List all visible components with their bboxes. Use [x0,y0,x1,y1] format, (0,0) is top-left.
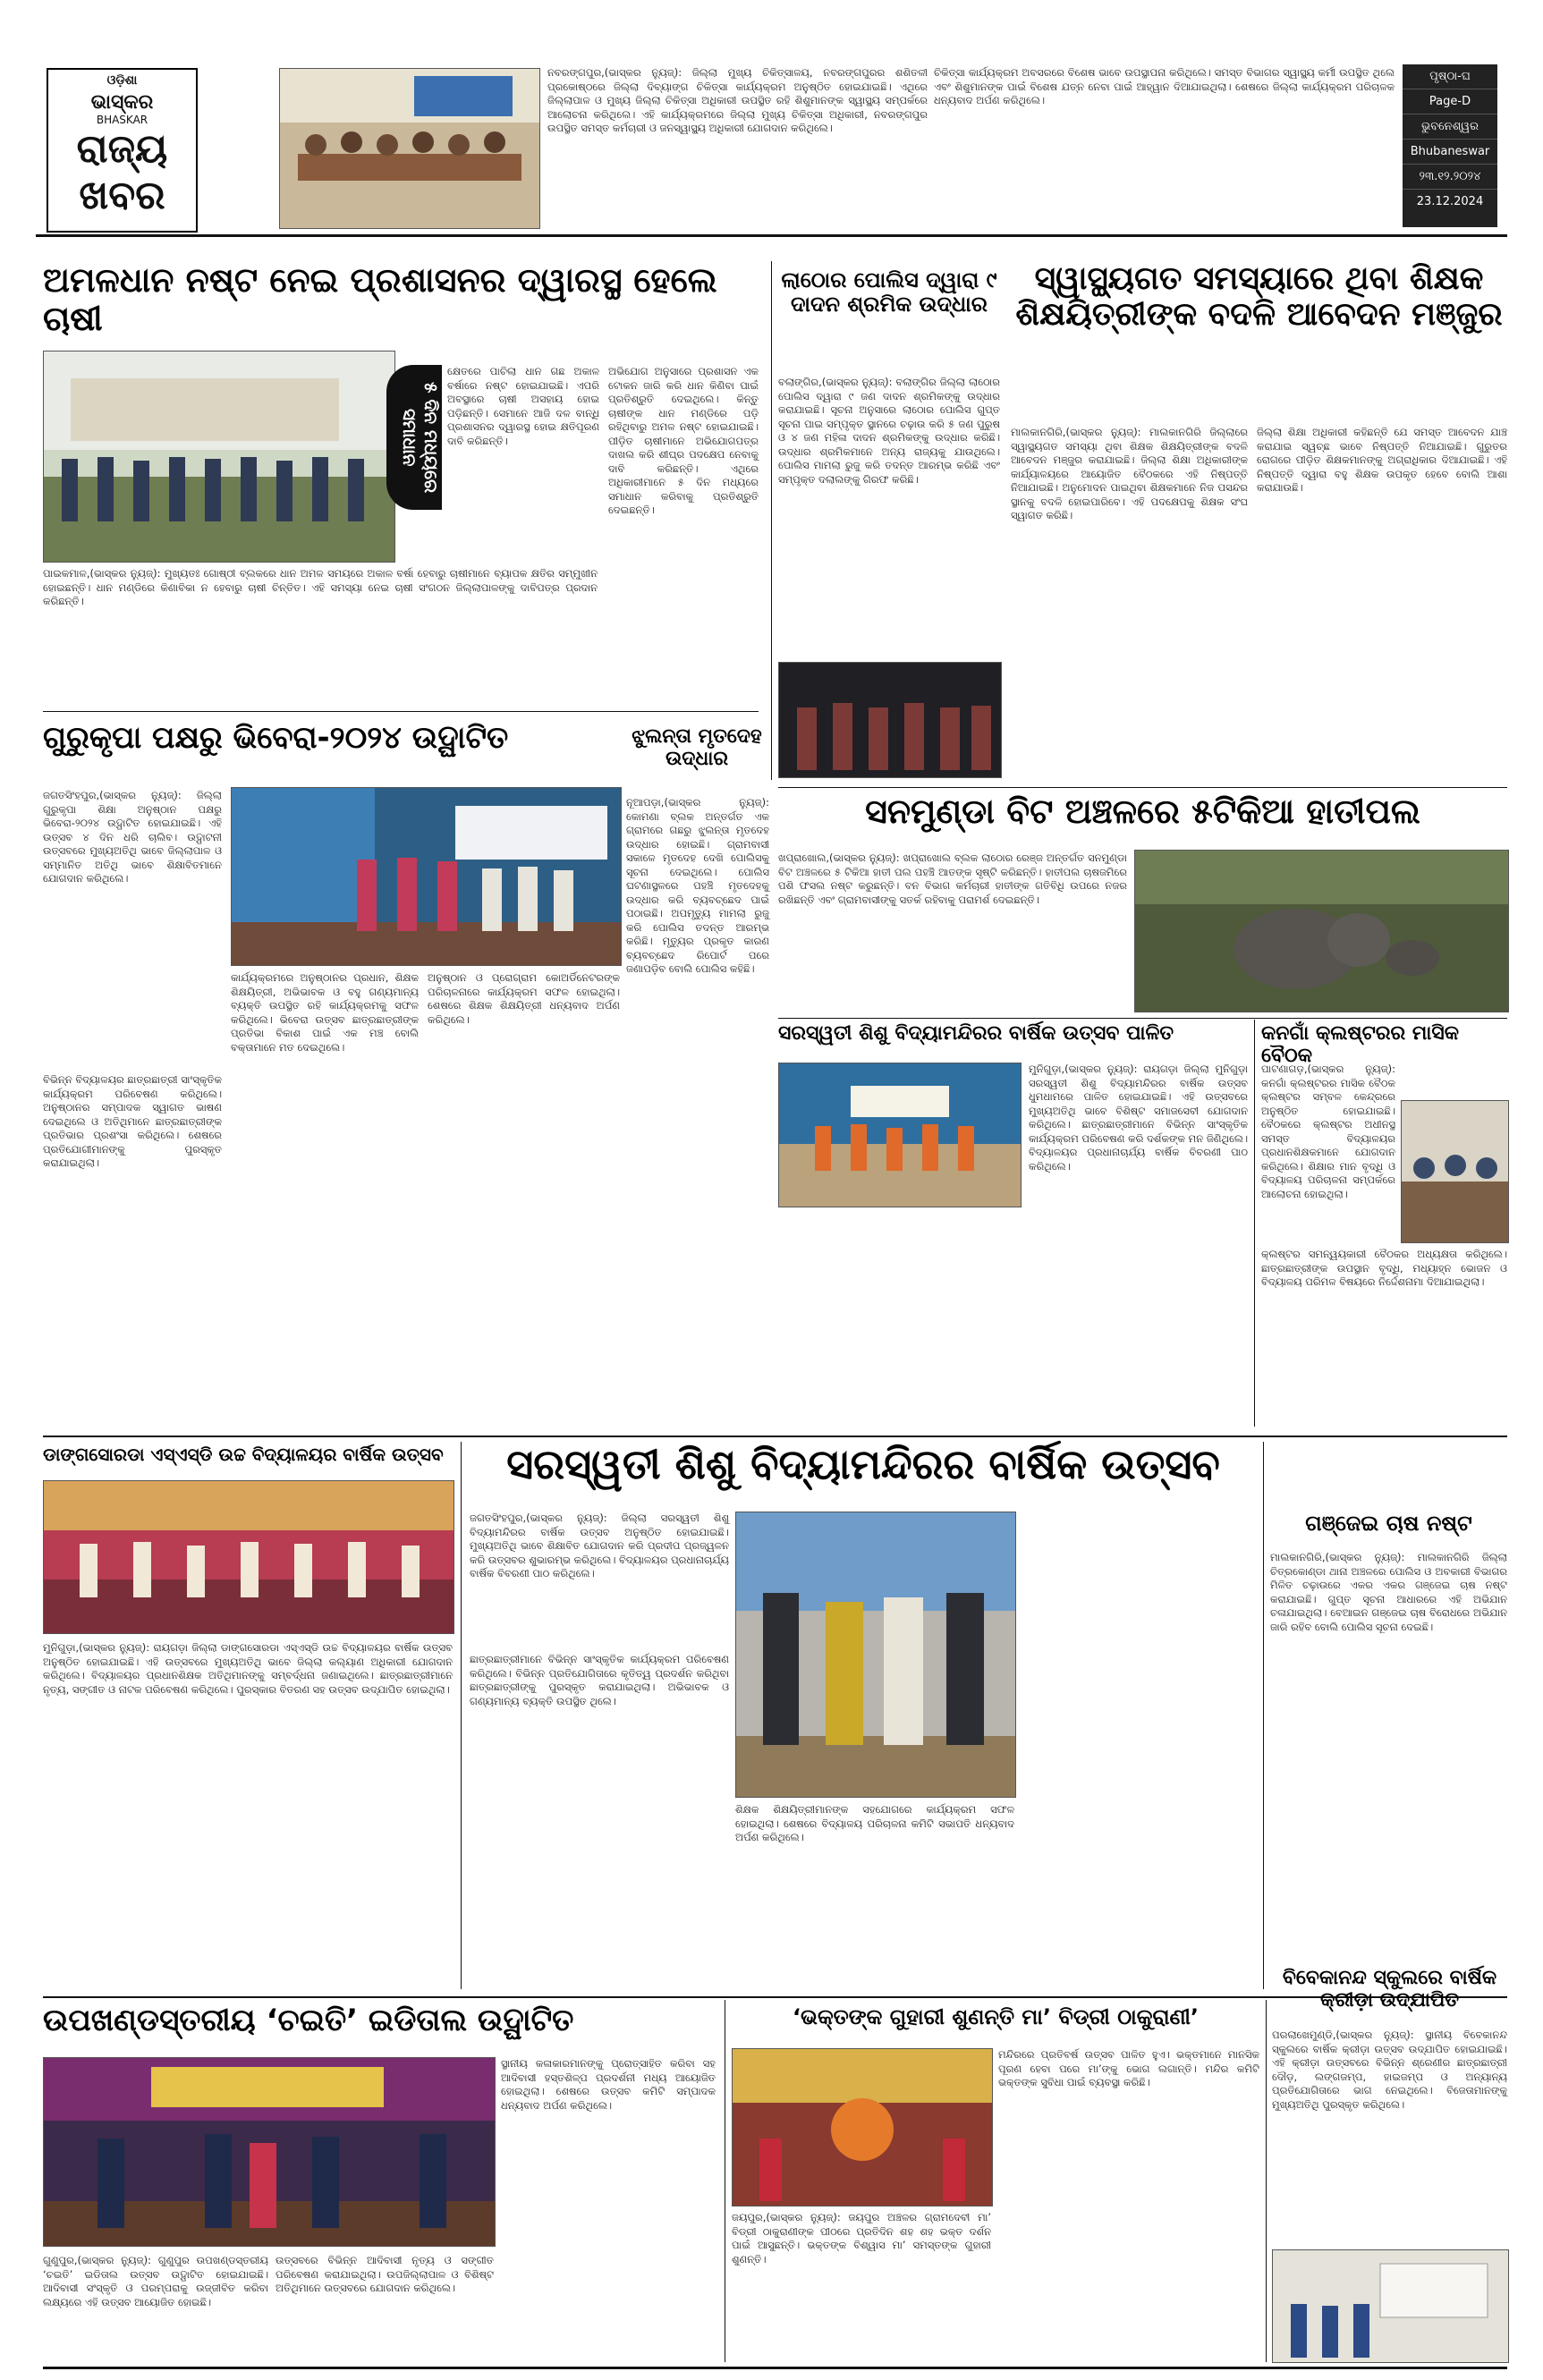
farmers-headline: ଅମଳଧାନ ନଷ୍ଟ ନେଇ ପ୍ରଶାସନର ଦ୍ୱାରସ୍ଥ ହେଲେ ଚାଷୀ [43,260,717,338]
deadbody-text: ନୂଆପଡ଼ା,(ଭାସ୍କର ନ୍ୟୁଜ୍): କୋମଣା ବ୍ଲକ ଅନ୍ତର୍ଗତ ଏକ ଗ୍ରାମରେ ଗଛରୁ ଝୁଲନ୍ତା ମୃତଦେହ ଉଦ୍ଧାର ହୋଇଛି। ଗ୍ରାମବାସୀ ସକାଳେ ମୃତଦେହ ଦେଖି ପୋଲିସକୁ ସୂଚନା ଦେଇଥିଲେ। ପୋଲିସ ଘଟଣାସ୍ଥଳରେ ପହଞ୍ଚି ମୃତଦେହକୁ ଉଦ୍ଧାର କରି ବ୍ୟବଚ୍ଛେଦ ପାଇଁ ପଠାଇଛି। ଅପମୃତ୍ୟୁ ମାମଲା ରୁଜୁ କରି ପୋଲିସ ତଦନ୍ତ ଆରମ୍ଭ କରିଛି। ମୃତ୍ୟୁର ପ୍ରକୃତ କାରଣ ବ୍ୟବଚ୍ଛେଦ ରିପୋର୍ଟ ପରେ ଜଣାପଡ଼ିବ ବୋଲି ପୋଲିସ କହିଛି। [626,796,769,975]
gurukrupa-headline: ଗୁରୁକୃପା ପକ୍ଷରୁ ଭିବେରା-୨୦୨୪ ଉଦ୍ଘାଟିତ [43,720,509,756]
biddri-headline: ‘ଭକ୍ତଙ୍କ ଗୁହାରୀ ଶୁଣନ୍ତି ମା’ ବିଡ୍ରୀ ଠାକୁରାଣୀ’ [792,2004,1200,2029]
vivekananda-headline: ବିବେକାନନ୍ଦ ସ୍କୁଲରେ ବାର୍ଷିକ କ୍ରୀଡ଼ା ଉଦ୍ଯାପିତ [1282,1967,1497,2012]
biddri-text-b: ମନ୍ଦିରରେ ପ୍ରତିବର୍ଷ ଉତ୍ସବ ପାଳିତ ହୁଏ। ଭକ୍ତମାନେ ମାନସିକ ପୂରଣ ହେବା ପରେ ମା’ଙ୍କୁ ଭୋଗ ଲଗାନ୍ତି। ମନ୍ଦିର କମିଟି ଭକ୍ତଙ୍କ ସୁବିଧା ପାଇଁ ବ୍ୟବସ୍ଥା କରିଛି। [998,2048,1259,2088]
biddri-photo [732,2048,993,2206]
logo-title: ରାଜ୍ୟ ଖବର [76,126,168,218]
column-rule [771,261,772,780]
chaiti-photo [43,2057,496,2247]
gurukrupa-text-d: ଅନୁଷ୍ଠାନ ଓ ପ୍ରୋଗ୍ରାମ କୋଅର୍ଡିନେଟରଙ୍କ ପରିଚାଳନାରେ କାର୍ଯ୍ୟକ୍ରମ ସଫଳ ହୋଇଥିଲା। ଶେଷରେ ଶିକ୍ଷକ ଶିକ୍ଷୟିତ୍ରୀ ଧନ୍ୟବାଦ ଅର୍ପଣ କରିଥିଲେ। [428,971,620,1026]
masthead-logo [47,68,198,233]
dangasorada-text: ମୁନିଗୁଡ଼ା,(ଭାସ୍କର ନ୍ୟୁଜ୍): ରାୟଗଡ଼ା ଜିଲ୍ଲା ଡାଙ୍ଗସୋରଡା ଏସ୍ଏସ୍ଡି ଉଚ୍ଚ ବିଦ୍ୟାଳୟର ବାର୍ଷିକ ଉତ୍ସବ ଅନୁଷ୍ଠିତ ହୋଇଯାଇଛି। ଏହି ଉତ୍ସବରେ ମୁଖ୍ୟଅତିଥି ଭାବେ ଜିଲ୍ଲା କଲ୍ୟାଣ ଅଧିକାରୀ ଯୋଗଦାନ କରିଥିଲେ। ବିଦ୍ୟାଳୟର ପ୍ରଧାନଶିକ୍ଷକ ଅତିଥିମାନଙ୍କୁ ସମ୍ବର୍ଦ୍ଧନା ଜଣାଇଥିଲେ। ଛାତ୍ରଛାତ୍ରୀମାନେ ନୃତ୍ୟ, ସଙ୍ଗୀତ ଓ ନାଟକ ପରିବେଷଣ କରିଥିଲେ। ପୁରସ୍କାର ବିତରଣ ସହ ଉତ୍ସବ ଉଦ୍ଯାପିତ ହୋଇଥିଲା। [43,1641,453,1696]
column-rule [1263,1442,1264,1989]
page-number-odia: ପୃଷ୍ଠା-ଘ [1403,64,1497,89]
chaiti-text-b: ଉତ୍ସବରେ ବିଭିନ୍ନ ଆଦିବାସୀ ନୃତ୍ୟ ଓ ସଙ୍ଗୀତ ପରିବେଷଣ କରାଯାଇଥିଲା। ଉପଜିଲ୍ଲାପାଳ ଓ ବିଶିଷ୍ଟ ଅତିଥିମାନେ ଉତ୍ସବରେ ଯୋଗଦାନ କରିଥିଲେ। [276,2254,494,2294]
dangasorada-headline: ଡାଙ୍ଗସୋରଡା ଏସ୍ଏସ୍ଡି ଉଚ୍ଚ ବିଦ୍ୟାଳୟର ବାର୍ଷିକ ଉତ୍ସବ [43,1444,444,1465]
top-brief-text-b: ଚିକିତ୍ସା କାର୍ଯ୍ୟକ୍ରମ ଅବସରରେ ବିଶେଷ ଭାବେ ଉପସ୍ଥାପନା କରିଥିଲେ। ସମସ୍ତ ବିଭାଗର ସ୍ୱାସ୍ଥ୍ୟ କର୍ମୀ ଉପସ୍ଥିତ ଥିଲେ ଏବଂ ଶିଶୁମାନଙ୍କ ପାଇଁ ବିଶେଷ ଯତ୍ନ ନେବା ପାଇଁ ଆହ୍ୱାନ ଦିଆଯାଇଥିଲା। ଶେଷରେ ଜିଲ୍ଲା କାର୍ଯ୍ୟକ୍ରମ ପରିଚାଳକ ଧନ୍ୟବାଦ ଅର୍ପଣ କରିଥିଲେ। [934,66,1395,106]
teachers-text-a: ମାଲକାନଗିରି,(ଭାସ୍କର ନ୍ୟୁଜ୍): ମାଲକାନଗିରି ଜିଲ୍ଲାରେ ସ୍ୱାସ୍ଥ୍ୟଗତ ସମସ୍ୟା ଥିବା ଶିକ୍ଷକ ଶିକ୍ଷୟିତ୍ରୀଙ୍କ ବଦଳି ଆବେଦନ ମଞ୍ଜୁର କରାଯାଇଛି। ଜିଲ୍ଲା ଶିକ୍ଷା ଅଧିକାରୀଙ୍କ କାର୍ଯ୍ୟାଳୟରେ ଆୟୋଜିତ ବୈଠକରେ ଏହି ନିଷ୍ପତ୍ତି ନିଆଯାଇଛି। ଅନୁମୋଦନ ପାଇଥିବା ଶିକ୍ଷକମାନେ ନିଜ ପସନ୍ଦର ସ୍ଥାନକୁ ବଦଳି ହୋଇପାରିବେ। ଏହି ପଦକ୍ଷେପକୁ ଶିକ୍ଷକ ସଂଘ ସ୍ୱାଗତ କରିଛି। [1011,426,1248,521]
logo-brand: ଭାସ୍କର [90,91,154,114]
saraswati2-headline: ସରସ୍ୱତୀ ଶିଶୁ ବିଦ୍ୟାମନ୍ଦିରର ବାର୍ଷିକ ଉତ୍ସବ [506,1440,1220,1488]
page-info-box [1403,64,1497,227]
gurukrupa-photo [231,787,622,966]
kanagaon-text-a: ପାଟଣାଗଡ଼,(ଭାସ୍କର ନ୍ୟୁଜ୍): କନଗାଁ କ୍ଲଷ୍ଟରର ମାସିକ ବୈଠକ କ୍ଲଷ୍ଟର ସମ୍ବଳ କେନ୍ଦ୍ରରେ ଅନୁଷ୍ଠିତ ହୋଇଯାଇଛି। ବୈଠକରେ କ୍ଲଷ୍ଟର ଅଧୀନସ୍ଥ ସମସ୍ତ ବିଦ୍ୟାଳୟର ପ୍ରଧାନଶିକ୍ଷକମାନେ ଯୋଗଦାନ କରିଥିଲେ। ଶିକ୍ଷାର ମାନ ବୃଦ୍ଧି ଓ ବିଦ୍ୟାଳୟ ପରିଚାଳନା ସମ୍ପର୍କରେ ଆଲୋଚନା ହୋଇଥିଲା। [1261,1063,1395,1200]
column-rule [1266,2000,1267,2362]
saraswati2-text-b: ଛାତ୍ରଛାତ୍ରୀମାନେ ବିଭିନ୍ନ ସାଂସ୍କୃତିକ କାର୍ଯ୍ୟକ୍ରମ ପରିବେଷଣ କରିଥିଲେ। ବିଭିନ୍ନ ପ୍ରତିଯୋଗିତାରେ କୃତିତ୍ୱ ପ୍ରଦର୍ଶନ କରିଥିବା ଛାତ୍ରଛାତ୍ରୀଙ୍କୁ ପୁରସ୍କୃତ କରାଯାଇଥିଲା। ଅଭିଭାବକ ଓ ଗଣ୍ୟମାନ୍ୟ ବ୍ୟକ୍ତି ଉପସ୍ଥିତ ଥିଲେ। [470,1653,729,1707]
footer-rule [43,2367,1507,2369]
section-rule [43,711,759,712]
dangasorada-photo [43,1480,454,1634]
gurukrupa-text-b: ବିଭିନ୍ନ ବିଦ୍ୟାଳୟର ଛାତ୍ରଛାତ୍ରୀ ସାଂସ୍କୃତିକ କାର୍ଯ୍ୟକ୍ରମ ପରିବେଷଣ କରିଥିଲେ। ଅନୁଷ୍ଠାନର ସମ୍ପାଦକ ସ୍ୱାଗତ ଭାଷଣ ଦେଇଥିଲେ ଓ ଅତିଥିମାନେ ଛାତ୍ରଛାତ୍ରୀଙ୍କ ପ୍ରତିଭାର ପ୍ରଶଂସା କରିଥିଲେ। ଶେଷରେ ପ୍ରତିଯୋଗୀମାନଙ୍କୁ ପୁରସ୍କୃତ କରାଯାଇଥିଲା। [43,1073,223,1169]
logo-tag: BHASKAR [96,114,148,126]
police-headline: ଲାଠୋର ପୋଲିସ ଦ୍ୱାରା ୯ ଦାଦନ ଶ୍ରମିକ ଉଦ୍ଧାର [781,267,997,317]
saraswati1-photo [778,1063,1022,1207]
gurukrupa-text-a: ଜଗତସିଂହପୁର,(ଭାସ୍କର ନ୍ୟୁଜ୍): ଜିଲ୍ଲା ଗୁରୁକୃପା ଶିକ୍ଷା ଅନୁଷ୍ଠାନ ପକ୍ଷରୁ ଭିବେରା-୨୦୨୪ ଉଦ୍ଘାଟିତ ହୋଇଯାଇଛି। ଏହି ଉତ୍ସବ ୪ ଦିନ ଧରି ଚାଲିବ। ଉଦ୍ଘାଟନୀ ଉତ୍ସବରେ ମୁଖ୍ୟଅତିଥି ଭାବେ ଜିଲ୍ଲାପାଳ ଓ ସମ୍ମାନିତ ଅତିଥି ଭାବେ ଶିକ୍ଷାବିତମାନେ ଯୋଗଦାନ କରିଥିଲେ। [43,789,222,885]
elephant-photo [1134,850,1509,1012]
saraswati2-text-c: ଶିକ୍ଷକ ଶିକ୍ଷୟିତ୍ରୀମାନଙ୍କ ସହଯୋଗରେ କାର୍ଯ୍ୟକ୍ରମ ସଫଳ ହୋଇଥିଲା। ଶେଷରେ ବିଦ୍ୟାଳୟ ପରିଚାଳନା କମିଟି ସଭାପତି ଧନ୍ୟବାଦ ଅର୍ପଣ କରିଥିଲେ। [735,1803,1014,1843]
teachers-headline: ସ୍ୱାସ୍ଥ୍ୟଗତ ସମସ୍ୟାରେ ଥିବା ଶିକ୍ଷକ ଶିକ୍ଷୟିତ୍ରୀଙ୍କ ବଦଳି ଆବେଦନ ମଞ୍ଜୁର [1015,260,1503,334]
elephant-headline: ସନମୁଣ୍ଡା ବିଟ ଅଞ୍ଚଳରେ ୫ଟିକିଆ ହାତୀପଲ [865,792,1420,831]
chaiti-headline: ଉପଖଣ୍ଡସ୍ତରୀୟ ‘ଚଇତି’ ଇଡିତାଲ ଉଦ୍ଘାଟିତ [43,2003,574,2038]
kanagaon-text-b: କ୍ଲଷ୍ଟର ସମନ୍ୱୟକାରୀ ବୈଠକର ଅଧ୍ୟକ୍ଷତା କରିଥିଲେ। ଛାତ୍ରଛାତ୍ରୀଙ୍କ ଉପସ୍ଥାନ ବୃଦ୍ଧି, ମଧ୍ୟାହ୍ନ ଭୋଜନ ଓ ବିଦ୍ୟାଳୟ ପରିମଳ ବିଷୟରେ ନିର୍ଦ୍ଦେଶନାମା ଦିଆଯାଇଥିଲା। [1261,1248,1507,1288]
farmers-text-c: ପାଇକମାଳ,(ଭାସ୍କର ନ୍ୟୁଜ୍): ମୁଖ୍ୟତଃ ଗୋଷ୍ଠୀ ବ୍ଲକରେ ଧାନ ଅମଳ ସମୟରେ ଅକାଳ ବର୍ଷା ହେବାରୁ ଚାଷୀମାନେ ବ୍ୟାପକ କ୍ଷତିର ସମ୍ମୁଖୀନ ହୋଇଛନ୍ତି। ଧାନ ମଣ୍ଡିରେ କିଣାବିକା ନ ହେବାରୁ ଚାଷୀ ଚିନ୍ତିତ। ଏହି ସମସ୍ୟା ନେଇ ଚାଷୀ ସଂଗଠନ ଜିଲ୍ଲାପାଳଙ୍କୁ ଦାବିପତ୍ର ପ୍ରଦାନ କରିଛନ୍ତି। [43,567,598,607]
elephant-text: ଖପ୍ରାଖୋଲ,(ଭାସ୍କର ନ୍ୟୁଜ୍): ଖପ୍ରାଖୋଲ ବ୍ଲକ ଲାଠୋର ରେଞ୍ଜ ଅନ୍ତର୍ଗତ ସନମୁଣ୍ଡା ବିଟ ଅଞ୍ଚଳରେ ୫ ଟିକିଆ ହାତୀ ପଲ ପହଞ୍ଚି ଆତଙ୍କ ସୃଷ୍ଟି କରିଛନ୍ତି। ହାତୀପଲ ଚାଷଜମିରେ ପଶି ଫସଲ ନଷ୍ଟ କରୁଛନ୍ତି। ବନ ବିଭାଗ କର୍ମଚାରୀ ହାତୀଙ୍କ ଗତିବିଧି ଉପରେ ନଜର ରଖିଛନ୍ତି ଏବଂ ଗ୍ରାମବାସୀଙ୍କୁ ସତର୍କ ରହିବାକୁ ପରାମର୍ଶ ଦେଇଛନ୍ତି। [778,851,1127,906]
ganjei-text: ମାଲକାନଗିରି,(ଭାସ୍କର ନ୍ୟୁଜ୍): ମାଲକାନଗିରି ଜିଲ୍ଲା ଚିତ୍ରକୋଣ୍ଡା ଥାନା ଅଞ୍ଚଳରେ ପୋଲିସ ଓ ଅବକାରୀ ବିଭାଗର ମିଳିତ ଚଢ଼ାଉରେ ଏକର ଏକର ଗଞ୍ଜେଇ ଚାଷ ନଷ୍ଟ କରାଯାଇଛି। ଗୁପ୍ତ ସୂଚନା ଆଧାରରେ ଏହି ଅଭିଯାନ ଚଳାଯାଇଥିଲା। ବେଆଇନ ଗଞ୍ଜେଇ ଚାଷ ବିରୋଧରେ ଅଭିଯାନ ଜାରି ରହିବ ବୋଲି ପୋଲିସ ସୂଚନା ଦେଇଛି। [1270,1551,1507,1633]
police-text: ବଲାଙ୍ଗିର,(ଭାସ୍କର ନ୍ୟୁଜ୍): ବଲାଙ୍ଗିର ଜିଲ୍ଲା ଲାଠୋର ପୋଲିସ ଦ୍ୱାରା ୯ ଜଣ ଦାଦନ ଶ୍ରମିକଙ୍କୁ ଉଦ୍ଧାର କରାଯାଇଛି। ସୂଚନା ଅନୁସାରେ ଲାଠୋର ପୋଲିସ ଗୁପ୍ତ ସୂଚନା ପାଇ ସମ୍ପୃକ୍ତ ସ୍ଥାନରେ ଚଢ଼ାଉ କରି ୫ ଜଣ ପୁରୁଷ ଓ ୪ ଜଣ ମହିଳା ଦାଦନ ଶ୍ରମିକଙ୍କୁ ଉଦ୍ଧାର କରିଛି। ଉଦ୍ଧାର ଶ୍ରମିକମାନେ ଅନ୍ୟ ରାଜ୍ୟକୁ ଯାଉଥିଲେ। ପୋଲିସ ମାମଲା ରୁଜୁ କରି ତଦନ୍ତ ଆରମ୍ଭ କରିଛି ଏବଂ ସମ୍ପୃକ୍ତ ଦଲାଲଙ୍କୁ ଗିରଫ କରିଛି। [778,376,1000,486]
kanagaon-photo [1401,1100,1509,1243]
logo-small: ଓଡ଼ିଶା [106,73,138,88]
deadbody-headline: ଝୁଲନ୍ତା ମୃତଦେହ ଉଦ୍ଧାର [632,725,762,770]
column-rule [1254,1020,1255,1427]
section-rule [43,1436,1507,1437]
saraswati2-photo [735,1512,1016,1798]
teachers-text-b: ଜିଲ୍ଲା ଶିକ୍ଷା ଅଧିକାରୀ କହିଛନ୍ତି ଯେ ସମସ୍ତ ଆବେଦନ ଯାଞ୍ଚ କରାଯାଇ ସ୍ୱଚ୍ଛ ଭାବେ ନିଷ୍ପତ୍ତି ନିଆଯାଇଛି। ଗୁରୁତର ରୋଗରେ ପୀଡ଼ିତ ଶିକ୍ଷକମାନଙ୍କୁ ଅଗ୍ରାଧିକାର ଦିଆଯାଇଛି। ଏହି ନିଷ୍ପତ୍ତି ଦ୍ୱାରା ବହୁ ଶିକ୍ଷକ ଉପକୃତ ହେବେ ବୋଲି ଆଶା କରାଯାଉଛି। [1257,426,1507,494]
date-en: 23.12.2024 [1416,195,1484,208]
section-rule [778,1018,1507,1019]
police-photo [778,662,1002,778]
date-odia: ୨୩.୧୨.୨୦୨୪ [1403,165,1497,190]
city-odia: ଭୁବନେଶ୍ୱର [1403,114,1497,140]
column-rule [461,1442,462,1989]
saraswati2-text-a: ଜଗତସିଂହପୁର,(ଭାସ୍କର ନ୍ୟୁଜ୍): ଜିଲ୍ଲା ସରସ୍ୱତୀ ଶିଶୁ ବିଦ୍ୟାମନ୍ଦିରର ବାର୍ଷିକ ଉତ୍ସବ ଅନୁଷ୍ଠିତ ହୋଇଯାଇଛି। ମୁଖ୍ୟଅତିଥି ଭାବେ ଶିକ୍ଷାବିତ ଯୋଗଦାନ କରି ପ୍ରଦୀପ ପ୍ରଜ୍ୱଳନ କରି ଉତ୍ସବର ଶୁଭାରମ୍ଭ କରିଥିଲେ। ବିଦ୍ୟାଳୟର ପ୍ରଧାନାଚାର୍ଯ୍ୟ ବାର୍ଷିକ ବିବରଣୀ ପାଠ କରିଥିଲେ। [470,1512,729,1580]
chaiti-text-c: ସ୍ଥାନୀୟ କଳାକାରମାନଙ୍କୁ ପ୍ରୋତ୍ସାହିତ କରିବା ସହ ଆଦିବାସୀ ହସ୍ତଶିଳ୍ପ ପ୍ରଦର୍ଶନୀ ମଧ୍ୟ ଆୟୋଜିତ ହୋଇଥିଲା। ଶେଷରେ ଉତ୍ସବ କମିଟି ସମ୍ପାଦକ ଧନ୍ୟବାଦ ଅର୍ପଣ କରିଥିଲେ। [501,2057,716,2112]
biddri-text-a: ଜୟପୁର,(ଭାସ୍କର ନ୍ୟୁଜ୍): ଜୟପୁର ଅଞ୍ଚଳର ଗ୍ରାମଦେବୀ ମା’ ବିଡ୍ରୀ ଠାକୁରାଣୀଙ୍କ ପୀଠରେ ପ୍ରତିଦିନ ଶହ ଶହ ଭକ୍ତ ଦର୍ଶନ ପାଇଁ ଆସୁଛନ୍ତି। ଭକ୍ତଙ୍କ ବିଶ୍ୱାସ ମା’ ସମସ୍ତଙ୍କ ଗୁହାରୀ ଶୁଣନ୍ତି। [732,2211,991,2266]
farmers-photo [43,351,395,563]
farmers-text-a: କ୍ଷେତରେ ପାଚିଲା ଧାନ ଗଛ ଅକାଳ ବର୍ଷାରେ ନଷ୍ଟ ହୋଇଯାଇଛି। ଏପରି ଅବସ୍ଥାରେ ଚାଷୀ ଅସହାୟ ହୋଇ ପଡ଼ିଛନ୍ତି। ସେମାନେ ଆଜି ଦଳ ବାନ୍ଧି ପ୍ରଶାସନର ଦ୍ୱାରସ୍ଥ ହୋଇ କ୍ଷତିପୂରଣ ଦାବି କରିଛନ୍ତି। [447,365,599,447]
section-rule [778,787,1507,788]
page-number-en: Page-D [1403,89,1497,114]
saraswati1-text: ମୁନିଗୁଡ଼ା,(ଭାସ୍କର ନ୍ୟୁଜ୍): ରାୟଗଡ଼ା ଜିଲ୍ଲା ମୁନିଗୁଡ଼ା ସରସ୍ୱତୀ ଶିଶୁ ବିଦ୍ୟାମନ୍ଦିରର ବାର୍ଷିକ ଉତ୍ସବ ଧୁମଧାମରେ ପାଳିତ ହୋଇଯାଇଛି। ଏହି ଉତ୍ସବରେ ମୁଖ୍ୟଅତିଥି ଭାବେ ବିଶିଷ୍ଟ ସମାଜସେବୀ ଯୋଗଦାନ କରିଥିଲେ। ଛାତ୍ରଛାତ୍ରୀମାନେ ବିଭିନ୍ନ ସାଂସ୍କୃତିକ କାର୍ଯ୍ୟକ୍ରମ ପରିବେଷଣ କରି ଦର୍ଶକଙ୍କ ମନ ଜିଣିଥିଲେ। ବିଦ୍ୟାଳୟର ପ୍ରଧାନାଚାର୍ଯ୍ୟ ବାର୍ଷିକ ବିବରଣୀ ପାଠ କରିଥିଲେ। [1029,1063,1249,1173]
ganjei-headline: ଗଞ୍ଜେଇ ଚାଷ ନଷ୍ଟ [1305,1511,1472,1536]
chaiti-text-a: ଗୁଣୁପୁର,(ଭାସ୍କର ନ୍ୟୁଜ୍): ଗୁଣୁପୁର ଉପଖଣ୍ଡସ୍ତରୀୟ ‘ଚଇତି’ ଇଡିତାଲ ଉତ୍ସବ ଉଦ୍ଘାଟିତ ହୋଇଯାଇଛି। ଆଦିବାସୀ ସଂସ୍କୃତି ଓ ପରମ୍ପରାକୁ ଉଜ୍ଜୀବିତ କରିବା ଲକ୍ଷ୍ୟରେ ଏହି ଉତ୍ସବ ଆୟୋଜିତ ହୋଇଛି। [43,2254,268,2308]
vivekananda-photo [1272,2249,1509,2363]
masthead-rule [36,234,1507,237]
saraswati1-headline: ସରସ୍ୱତୀ ଶିଶୁ ବିଦ୍ୟାମନ୍ଦିରର ବାର୍ଷିକ ଉତ୍ସବ ପାଳିତ [778,1022,1174,1045]
gurukrupa-text-c: କାର୍ଯ୍ୟକ୍ରମରେ ଅନୁଷ୍ଠାନର ପ୍ରଧାନ, ଶିକ୍ଷକ ଶିକ୍ଷୟିତ୍ରୀ, ଅଭିଭାବକ ଓ ବହୁ ଗଣ୍ୟମାନ୍ୟ ବ୍ୟକ୍ତି ଉପସ୍ଥିତ ରହି କାର୍ଯ୍ୟକ୍ରମକୁ ସଫଳ କରିଥିଲେ। ଭିବେରା ଉତ୍ସବ ଛାତ୍ରଛାତ୍ରୀଙ୍କ ପ୍ରତିଭା ବିକାଶ ପାଇଁ ଏକ ମଞ୍ଚ ବୋଲି ବକ୍ତାମାନେ ମତ ଦେଇଥିଲେ। [231,971,419,1054]
city-en: Bhubaneswar [1403,140,1497,165]
vivekananda-text: ପରଲାଖେମୁଣ୍ଡି,(ଭାସ୍କର ନ୍ୟୁଜ୍): ସ୍ଥାନୀୟ ବିବେକାନନ୍ଦ ସ୍କୁଲରେ ବାର୍ଷିକ କ୍ରୀଡ଼ା ଉତ୍ସବ ଉଦ୍ଯାପିତ ହୋଇଯାଇଛି। ଏହି କ୍ରୀଡ଼ା ଉତ୍ସବରେ ବିଭିନ୍ନ ଶ୍ରେଣୀର ଛାତ୍ରଛାତ୍ରୀ ଦୌଡ଼, ଲଙ୍ଗଜମ୍ପ, ହାଇଜମ୍ପ ଓ ଅନ୍ୟାନ୍ୟ ପ୍ରତିଯୋଗିତାରେ ଭାଗ ନେଇଥିଲେ। ବିଜେତାମାନଙ୍କୁ ମୁଖ୍ୟଅତିଥି ପୁରସ୍କୃତ କରିଥିଲେ। [1272,2029,1507,2111]
meeting-photo [279,68,540,229]
top-brief-text-a: ନବରଙ୍ଗପୁର,(ଭାସ୍କର ନ୍ୟୁଜ୍): ଜିଲ୍ଲା ମୁଖ୍ୟ ଚିକିତ୍ସାଳୟ, ନବରଙ୍ଗପୁରର ଶଶିତଳୀ ପ୍ରକୋଷ୍ଠରେ ଜିଲ୍ଲା ଦିବ୍ୟାଙ୍ଗ ଚିକିତ୍ସା କାର୍ଯ୍ୟକ୍ରମ ଅନୁଷ୍ଠିତ ହୋଇଯାଇଛି। ଏଥିରେ ଜିଲ୍ଲାପାଳ ଓ ମୁଖ୍ୟ ଜିଲ୍ଲା ଚିକିତ୍ସା ଅଧିକାରୀ ଉପସ୍ଥିତ ରହି ଶିଶୁମାନଙ୍କ ସ୍ୱାସ୍ଥ୍ୟ ସମ୍ପର୍କରେ ଆଲୋଚନା କରିଥିଲେ। ଏହି କାର୍ଯ୍ୟକ୍ରମରେ ଜିଲ୍ଲା ମୁଖ୍ୟ ଚିକିତ୍ସା ଅଧିକାରୀ, ନବରଙ୍ଗପୁର ଉପସ୍ଥିତ ସମସ୍ତ କର୍ମଚାରୀ ଓ ଜନସ୍ୱାସ୍ଥ୍ୟ ଅଧିକାରୀ ଯୋଗଦାନ କରିଥିଲେ। [547,66,928,134]
kanagaon-headline: କନଗାଁ କ୍ଲଷ୍ଟରର ମାସିକ ବୈଠକ [1261,1022,1459,1067]
farmers-tag: ୫ ଦିନ ମଧ୍ୟରେ ସମାଧାନ [386,365,442,510]
farmers-text-b: ଅଭିଯୋଗ ଅନୁସାରେ ପ୍ରଶାସନ ଏକ ଟୋକନ ଜାରି କରି ଧାନ କିଣିବା ପାଇଁ ପ୍ରତିଶ୍ରୁତି ଦେଇଥିଲେ। କିନ୍ତୁ ଚାଷୀଙ୍କ ଧାନ ମଣ୍ଡିରେ ପଡ଼ି ରହିଥିବାରୁ ଅମଳ ନଷ୍ଟ ହୋଇଯାଇଛି। ପୀଡ଼ିତ ଚାଷୀମାନେ ଅଭିଯୋଗପତ୍ର ଦାଖଲ କରି ଶୀଘ୍ର ପଦକ୍ଷେପ ନେବାକୁ ଦାବି କରିଛନ୍ତି। ଏଥିରେ ଅଧିକାରୀମାନେ ୫ ଦିନ ମଧ୍ୟରେ ସମାଧାନ କରିବାକୁ ପ୍ରତିଶ୍ରୁତି ଦେଇଛନ୍ତି। [608,365,759,516]
